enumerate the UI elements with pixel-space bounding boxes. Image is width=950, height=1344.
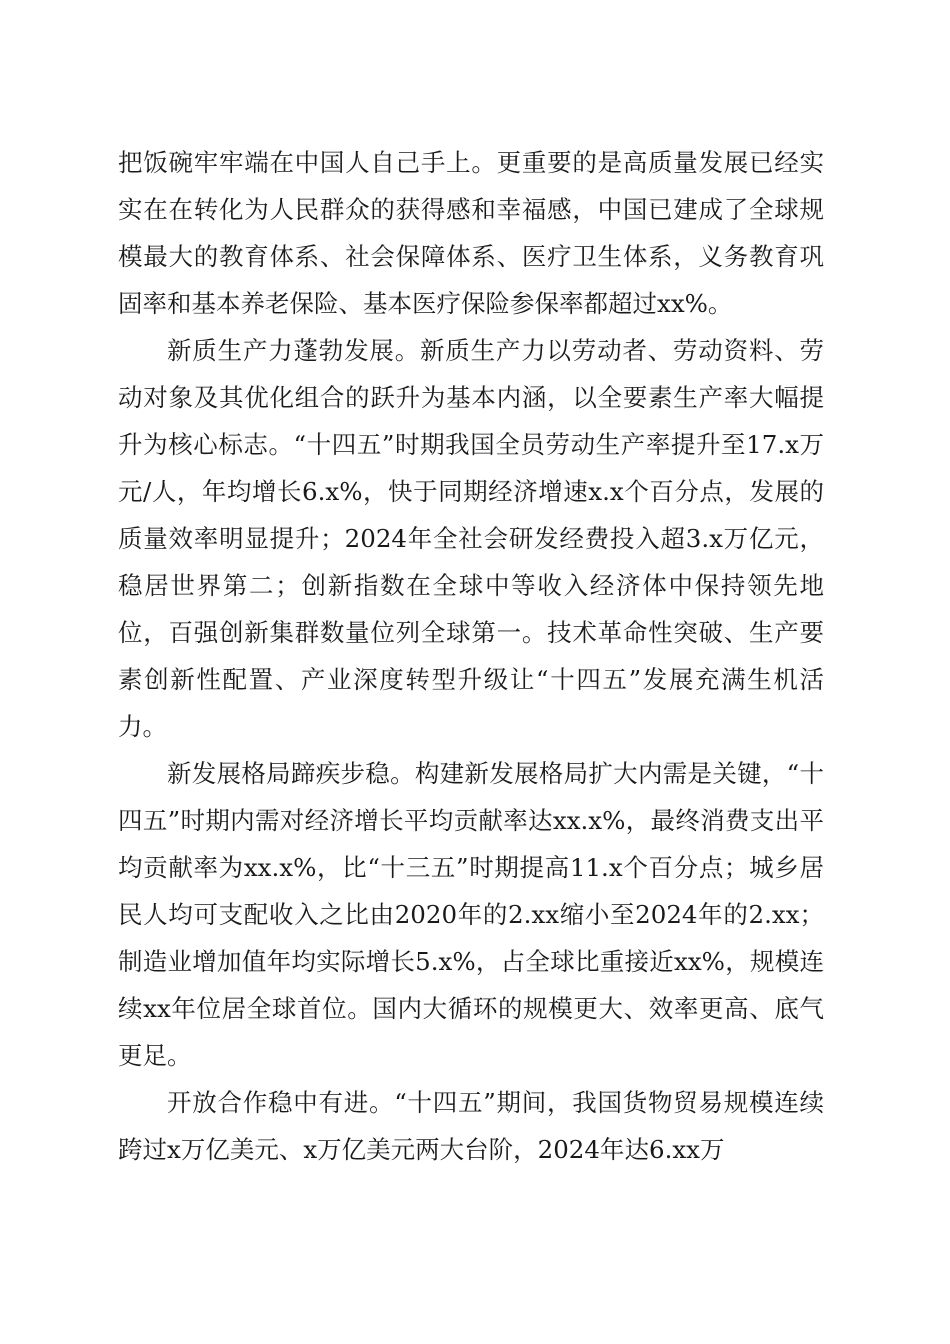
document-body [118, 139, 824, 1173]
paragraph-new-productivity: 新质生产力蓬勃发展。新质生产力以劳动者、劳动资料、劳动对象及其优化组合的跃升为基本内涵，以全要素生产率大幅提升为核心标志。“十四五”时期我国全员劳动生产率提升至17.x万元/人，年均增长6.x%，快于同期经济增速x.x个百分点，发展的质量效率明显提升；2024年全社会研发经费投入超3.x万亿元，稳居世界第二；创新指数在全球中等收入经济体中保持领先地位，百强创新集群数量位列全球第一。技术革命性突破、生产要素创新性配置、产业深度转型升级让“十四五”发展充满生机活力。 [118, 336, 824, 741]
paragraph-continuation: 把饭碗牢牢端在中国人自己手上。更重要的是高质量发展已经实实在在转化为人民群众的获得感和幸福感，中国已建成了全球规模最大的教育体系、社会保障体系、医疗卫生体系，义务教育巩固率和基本养老保险、基本医疗保险参保率都超过xx%。 [118, 148, 824, 318]
paragraph-opening-cooperation: 开放合作稳中有进。“十四五”期间，我国货物贸易规模连续跨过x万亿美元、x万亿美元两大台阶，2024年达6.xx万 [118, 1088, 824, 1164]
paragraph-new-development-pattern: 新发展格局蹄疾步稳。构建新发展格局扩大内需是关键，“十四五”时期内需对经济增长平均贡献率达xx.x%，最终消费支出平均贡献率为xx.x%，比“十三五”时期提高11.x个百分点；城乡居民人均可支配收入之比由2020年的2.xx缩小至2024年的2.xx；制造业增加值年均实际增长5.x%，占全球比重接近xx%，规模连续xx年位居全球首位。国内大循环的规模更大、效率更高、底气更足。 [118, 759, 824, 1070]
